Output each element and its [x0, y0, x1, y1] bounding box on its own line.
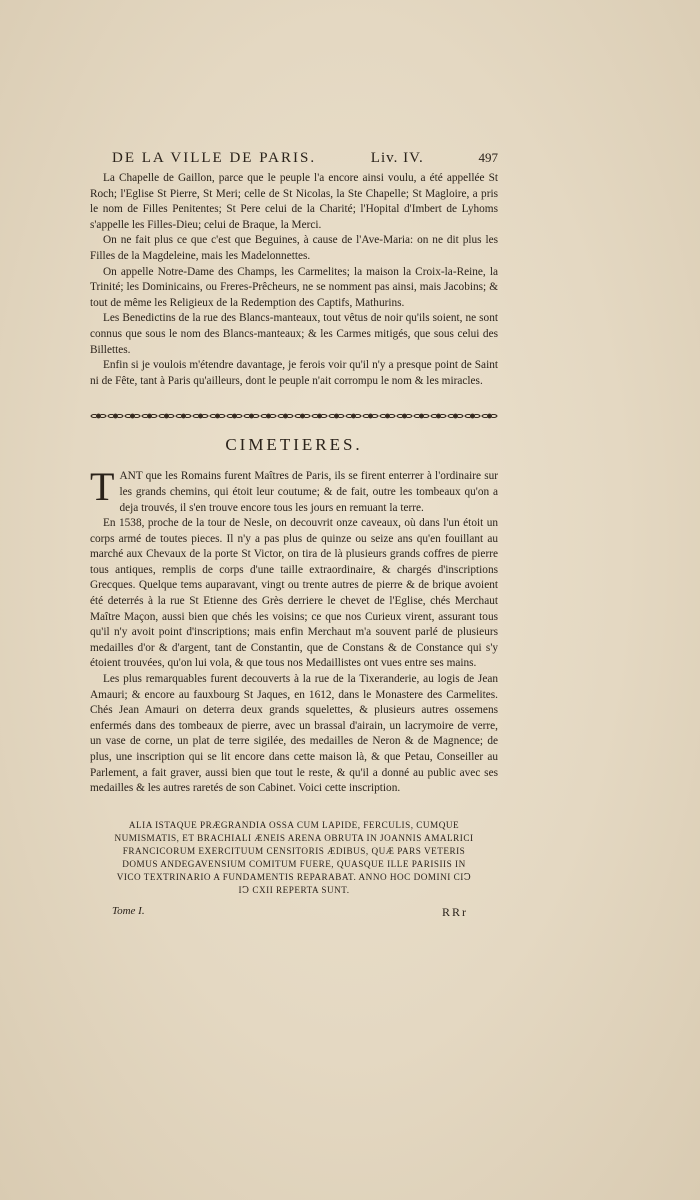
running-title: DE LA VILLE DE PARIS.	[112, 150, 317, 166]
page-number: 497	[478, 150, 498, 165]
drop-cap: T	[90, 464, 115, 510]
signature-mark: RRr	[441, 904, 468, 919]
paragraph: Enfin si je voulois m'étendre davantage, je ferois voir qu'il n'y a presque point de Saint ni de Fête, tant à Paris qu'ailleurs, dont le peuple n'ait corrompu le nom & les miracles.	[90, 359, 498, 387]
book-number: Liv. IV.	[370, 150, 424, 166]
ornamental-divider	[90, 409, 498, 423]
paragraph: On appelle Notre-Dame des Champs, les Carmelites; la maison la Croix-la-Reine, la Trinité; les Dominicains, ou Freres-Prêcheurs, ne se nomment pas ainsi, mais Jacobins; & tout de même les Religieux de la Redemption des Captifs, Mathurins.	[90, 265, 498, 309]
paragraph: Les plus remarquables furent decouverts à la rue de la Tixeranderie, au logis de Jean Amauri; & encore au fauxbourg St Jaques, en 1612, dans le Monastere des Carmelites. Chés Jean Amauri on deterra deux grands squelettes, & plusieurs autres ossemens enfermés dans des tombeaux de pierre, avec un brassal d'airain, un lacrymoire de verre, un vase de corne, un plat de terre sigilée, des medailles de Neron & de Magnence; de plus, une inscription qui se lit encore dans cette maison là, & que Petau, Conseiller au Parlement, a fait graver, aussi bien que tout le reste, & qu'il a donné au public avec ses medailles & les autres raretés de son Cabinet. Voici cette inscription.	[90, 673, 498, 795]
volume-label: Tome I.	[112, 904, 145, 917]
section-title: CIMETIERES.	[225, 435, 363, 455]
page-footer	[90, 905, 498, 920]
first-paragraph	[90, 464, 498, 516]
first-paragraph-text: ANT que les Romains furent Maîtres de Paris, ils se firent enterrer à l'ordinaire sur les grands chemins, qui étoit leur coutume; & de fait, outre les tombeaux qu'on a deja trouvés, il s'en trouve encore tous les jours en remuant la terre.	[119, 470, 498, 514]
latin-inscription: ALIA ISTAQUE PRÆGRANDIA OSSA CUM LAPIDE, FERCULIS, CUMQUE NUMISMATIS, ET BRACHIALI ÆNEIS ARENA OBRUTA IN JOANNIS AMALRICI FRANCICORUM EXERCITUUM CENSITORIS ÆDIBUS, QUÆ PARS VETERIS DOMUS ANDEGAVENSIUM COMITUM FUERE, QUASQUE ILLE PARISIIS IN VICO TEXTRINARIO A FUNDAMENTIS REPARABAT. ANNO HOC DOMINI CIↃ IↃ CXII REPERTA SUNT.	[114, 819, 474, 895]
running-head	[90, 150, 498, 167]
paragraph: En 1538, proche de la tour de Nesle, on decouvrit onze caveaux, où dans l'un étoit un corps armé de toutes pieces. Il n'y a pas plus de quinze ou seize ans qu'en fouillant au marché aux Chevaux de la porte St Victor, on tira de là plusieurs grands coffres de pierre tous antiques, remplis de corps d'une taille extraordinaire, & chargés d'inscriptions Grecques. Quelque tems auparavant, vingt ou trente autres de pierre & de brique avoient été deterrés à la rue St Etienne des Grès derriere le chevet de l'Eglise, chés Merchaut Maître Maçon, aussi bien que chés les voisins; ce que nos Curieux virent, assurant tous qu'il n'y avoit point d'inscriptions; mais enfin Merchaut m'a souvent parlé de plusieurs medailles d'or & d'argent, tant de Constantin, que de Constans & de Constance qui s'y étoient trouvées, qu'on lui vola, & que tous nos Medaillistes ont vues entre ses mains.	[90, 517, 498, 670]
paragraph: La Chapelle de Gaillon, parce que le peuple l'a encore ainsi voulu, a été appellée St Roch; l'Eglise St Pierre, St Meri; celle de St Nicolas, la Ste Chapelle; St Magloire, a pris le nom de Filles Penitentes; St Pere celui de la Charité; l'Hopital d'Imbert de Lyhoms s'appelle les Filles-Dieu; celui de Braque, la Merci.	[90, 172, 498, 231]
text-column	[90, 150, 498, 920]
paragraph: On ne fait plus ce que c'est que Beguines, à cause de l'Ave-Maria: on ne dit plus les Filles de la Magdeleine, mais les Madelonnettes.	[90, 234, 498, 262]
paragraph: Les Benedictins de la rue des Blancs-manteaux, tout vêtus de noir qu'ils soient, ne sont connus que sous le nom des Blancs-manteaux; & les Carmes mitigés, que sous celui des Billettes.	[90, 312, 498, 356]
